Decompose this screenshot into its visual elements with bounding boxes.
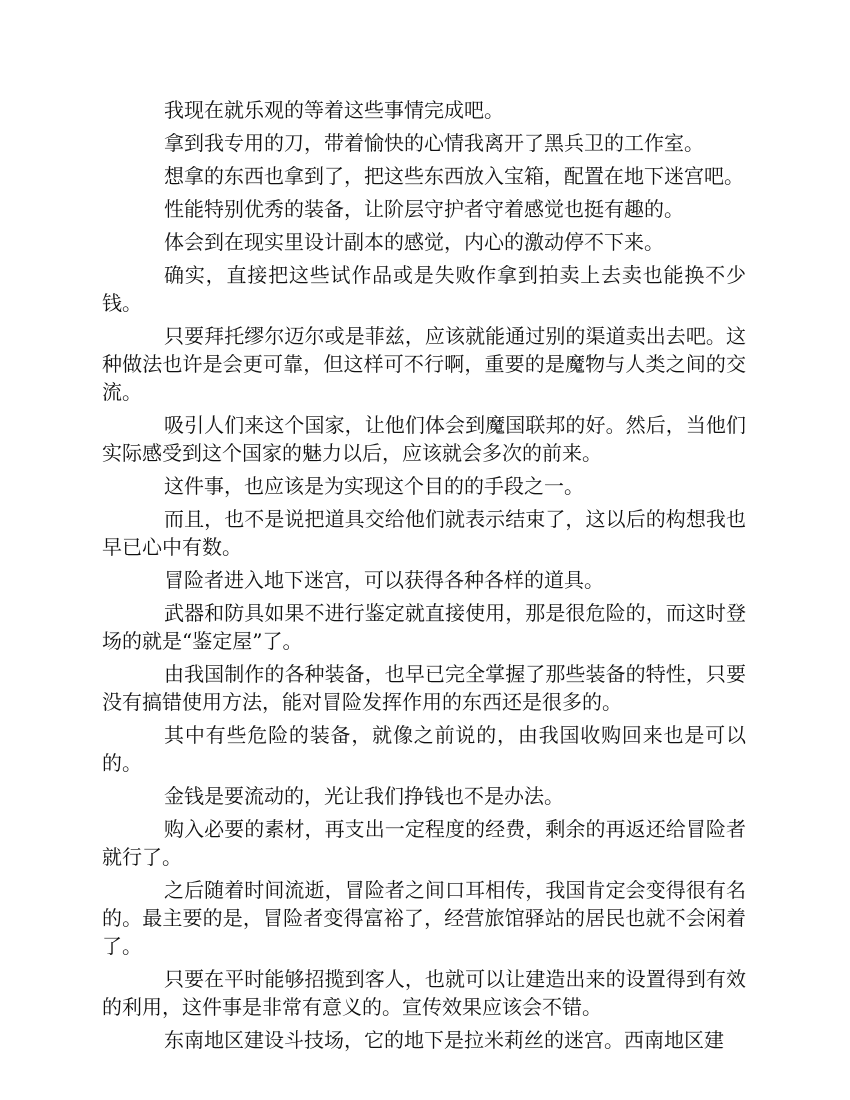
paragraph: 其中有些危险的装备，就像之前说的，由我国收购回来也是可以的。 xyxy=(102,723,746,775)
paragraph: 吸引人们来这个国家，让他们体会到魔国联邦的好。然后，当他们实际感受到这个国家的魅力以后，应该就会多次的前来。 xyxy=(102,413,746,465)
paragraph: 东南地区建设斗技场，它的地下是拉米莉丝的迷宫。西南地区建 xyxy=(164,1028,724,1052)
paragraph: 只要在平时能够招揽到客人，也就可以让建造出来的设置得到有效的利用，这件事是非常有意义的。宣传效果应该会不错。 xyxy=(102,967,746,1019)
paragraph: 由我国制作的各种装备，也早已完全掌握了那些装备的特性，只要没有搞错使用方法，能对冒险发挥作用的东西还是很多的。 xyxy=(102,662,746,714)
paragraph: 我现在就乐观的等着这些事情完成吧。 xyxy=(164,98,504,122)
paragraph: 确实，直接把这些试作品或是失败作拿到拍卖上去卖也能换不少钱。 xyxy=(102,263,746,315)
document-body xyxy=(102,96,746,1059)
paragraph: 性能特别优秀的装备，让阶层守护者守着感觉也挺有趣的。 xyxy=(164,197,684,221)
paragraph: 之后随着时间流逝，冒险者之间口耳相传，我国肯定会变得很有名的。最主要的是，冒险者变得富裕了，经营旅馆驿站的居民也就不会闲着了。 xyxy=(102,878,746,958)
paragraph: 这件事，也应该是为实现这个目的的手段之一。 xyxy=(164,474,584,498)
paragraph: 体会到在现实里设计副本的感觉，内心的激动停不下来。 xyxy=(164,230,664,254)
paragraph: 而且，也不是说把道具交给他们就表示结束了，这以后的构想我也早已心中有数。 xyxy=(102,507,746,559)
paragraph: 拿到我专用的刀，带着愉快的心情我离开了黑兵卫的工作室。 xyxy=(164,131,704,155)
paragraph: 冒险者进入地下迷宫，可以获得各种各样的道具。 xyxy=(164,568,604,592)
paragraph: 武器和防具如果不进行鉴定就直接使用，那是很危险的，而这时登场的就是“鉴定屋”了。 xyxy=(102,601,746,653)
paragraph: 想拿的东西也拿到了，把这些东西放入宝箱，配置在地下迷宫吧。 xyxy=(164,164,744,188)
paragraph: 购入必要的素材，再支出一定程度的经费，剩余的再返还给冒险者就行了。 xyxy=(102,817,746,869)
paragraph: 只要拜托缪尔迈尔或是菲兹，应该就能通过别的渠道卖出去吧。这种做法也许是会更可靠，但这样可不行啊，重要的是魔物与人类之间的交流。 xyxy=(102,324,746,404)
paragraph: 金钱是要流动的，光让我们挣钱也不是办法。 xyxy=(164,784,564,808)
